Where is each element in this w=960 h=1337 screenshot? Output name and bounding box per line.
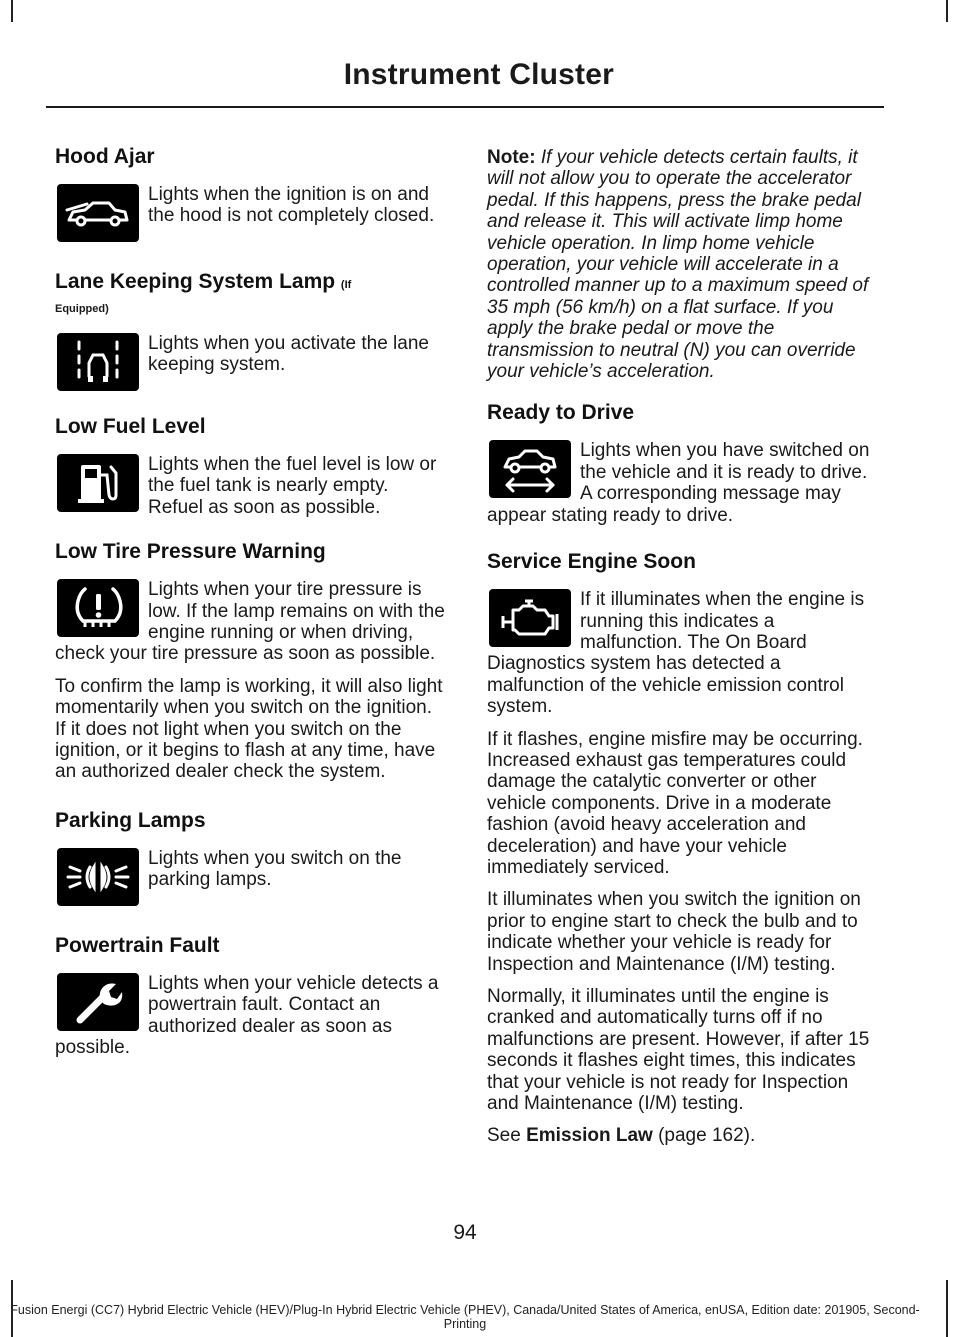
section-hood-ajar bbox=[55, 143, 447, 246]
section-service-engine bbox=[487, 548, 879, 1147]
heading-parking-lamps: Parking Lamps bbox=[55, 808, 206, 832]
heading-low-fuel: Low Fuel Level bbox=[55, 415, 206, 438]
see-prefix: See bbox=[487, 1125, 527, 1147]
crop-mark-bottom-right bbox=[946, 1280, 948, 1337]
powertrain-fault-text: Lights when your vehicle detects a powertrain fault. Contact an authorized dealer as soon as possible. bbox=[55, 972, 439, 1059]
service-engine-text-4: Normally, it illuminates until the engine is cranked and automatically turns off if no malfunctions are present. However, if after 15 seconds it flashes eight times, this indicates that your vehicle is not ready for Inspection and Maintenance (I/M) testing. bbox=[487, 986, 870, 1115]
header-rule bbox=[46, 106, 884, 108]
heading-ready-to-drive: Ready to Drive bbox=[487, 401, 635, 425]
parking-lamps-icon bbox=[57, 848, 139, 906]
section-ready-to-drive bbox=[487, 399, 879, 526]
lane-keeping-qualifier-2: Equipped) bbox=[55, 303, 109, 315]
fuel-pump-icon bbox=[57, 454, 139, 512]
hood-ajar-icon bbox=[57, 184, 139, 242]
page-title: Instrument Cluster bbox=[343, 58, 614, 91]
lane-keeping-qualifier: (If bbox=[340, 279, 352, 291]
section-low-fuel bbox=[55, 413, 447, 518]
low-tire-text: Lights when your tire pressure is low. If the lamp remains on with the engine running or when driving, check your tire pressure as soon as possible. bbox=[55, 579, 445, 665]
section-lane-keeping bbox=[55, 268, 447, 395]
crop-mark-top-right bbox=[946, 0, 948, 22]
low-fuel-text: Lights when the fuel level is low or the fuel tank is nearly empty. Refuel as soon as possible. bbox=[148, 454, 437, 518]
low-tire-text-2: To confirm the lamp is working, it will also light momentarily when you switch on the ignition. If it does not light when you switch on the ignition, or it begins to flash at any time, have an authorized dealer check the system. bbox=[55, 675, 443, 783]
hood-ajar-text: Lights when the ignition is on and the hood is not completely closed. bbox=[148, 184, 435, 227]
see-suffix: (page 162). bbox=[652, 1125, 756, 1147]
left-column bbox=[55, 143, 447, 1059]
heading-low-tire: Low Tire Pressure Warning bbox=[55, 540, 326, 564]
heading-hood-ajar: Hood Ajar bbox=[55, 145, 155, 168]
service-engine-text-2: If it flashes, engine misfire may be occurring. Increased exhaust gas temperatures could damage the catalytic converter or other vehicle components. Drive in a moderate fashion (avoid heavy acceleration and deceleration) and have your vehicle immediately serviced. bbox=[487, 728, 863, 878]
footer-edition: Fusion Energi (CC7) Hybrid Electric Vehicle (HEV)/Plug-In Hybrid Electric Vehicle (PHEV), Canada/United States of America, enUSA, Edition date: 201905, Second-Printing bbox=[10, 1303, 920, 1331]
emission-law-link[interactable]: Emission Law bbox=[526, 1125, 653, 1147]
ready-to-drive-text: Lights when you have switched on the vehicle and it is ready to drive. A corresponding message may appear stating ready to drive. bbox=[487, 440, 870, 526]
check-engine-icon bbox=[489, 589, 571, 647]
limp-home-note bbox=[487, 147, 879, 382]
heading-service-engine: Service Engine Soon bbox=[487, 550, 696, 574]
section-parking-lamps bbox=[55, 807, 447, 910]
lane-keeping-icon bbox=[57, 333, 139, 391]
tire-pressure-icon bbox=[57, 579, 139, 637]
right-column bbox=[487, 143, 879, 1147]
section-low-tire bbox=[55, 538, 447, 783]
heading-powertrain-fault: Powertrain Fault bbox=[55, 933, 220, 957]
lane-keeping-text: Lights when you activate the lane keeping system. bbox=[148, 333, 429, 376]
service-engine-text-3: It illuminates when you switch the ignition on prior to engine start to check the bulb and to indicate whether your vehicle is ready for Inspection and Maintenance (I/M) testing. bbox=[487, 889, 861, 975]
lane-keeping-title: Lane Keeping System Lamp bbox=[55, 270, 336, 293]
note-label: Note: bbox=[487, 147, 536, 168]
note-text: If your vehicle detects certain faults, it will not allow you to operate the accelerator pedal. If this happens, press the brake pedal and release it. This will activate limp home vehicle operation. In limp home vehicle operation, your vehicle will accelerate in a controlled manner up to a maximum speed of 35 mph (56 km/h) on a flat surface. If you apply the brake pedal or move the transmission to neutral (N) you can override your vehicle’s acceleration. bbox=[487, 147, 869, 383]
service-engine-text: If it illuminates when the engine is running this indicates a malfunction. The On Board Diagnostics system has detected a malfunction of the vehicle emission control system. bbox=[487, 589, 865, 718]
parking-lamps-text: Lights when you switch on the parking lamps. bbox=[148, 847, 402, 891]
section-powertrain-fault bbox=[55, 932, 447, 1059]
emission-law-reference bbox=[487, 1125, 879, 1146]
wrench-icon bbox=[57, 973, 139, 1031]
crop-mark-top-left bbox=[11, 0, 13, 22]
ready-to-drive-icon bbox=[489, 440, 571, 498]
page-number: 94 bbox=[453, 1221, 477, 1244]
heading-lane-keeping bbox=[55, 268, 447, 299]
